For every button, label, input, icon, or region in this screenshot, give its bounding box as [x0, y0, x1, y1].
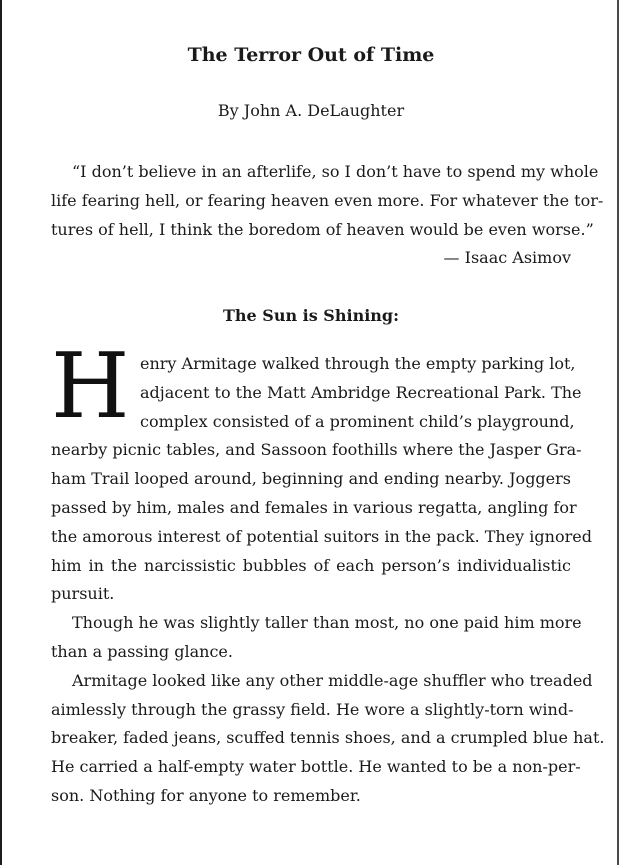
author-byline: By John A. DeLaughter: [217, 101, 405, 120]
chapter-body: [51, 334, 605, 811]
epigraph-attribution: — Isaac Asimov: [443, 248, 571, 268]
paragraph-line: aimlessly through the grassy field. He wore a slightly-torn wind-: [51, 699, 574, 719]
paragraph-line: him in the narcissistic bubbles of each person’s individualistic: [51, 555, 571, 575]
epigraph-quote: [51, 158, 604, 273]
document-page: [51, 0, 605, 865]
paragraph-line: breaker, faded jeans, scuffed tennis shoes, and a crumpled blue hat.: [51, 728, 605, 748]
paragraph-line: passed by him, males and females in various regatta, angling for: [51, 497, 577, 517]
drop-cap-letter: H: [51, 334, 130, 439]
paragraph-line: than a passing glance.: [51, 641, 233, 661]
paragraph-line: complex consisted of a prominent child’s playground,: [140, 411, 575, 431]
paragraph-line: adjacent to the Matt Ambridge Recreational Park. The: [140, 382, 582, 402]
epigraph-line: tures of hell, I think the boredom of heaven would be even worse.”: [51, 219, 594, 239]
paragraph-line: nearby picnic tables, and Sassoon foothills where the Jasper Gra-: [51, 440, 582, 460]
epigraph-line: life fearing hell, or fearing heaven even more. For whatever the tor-: [51, 190, 604, 210]
document-title: The Terror Out of Time: [187, 44, 435, 66]
paragraph-line: He carried a half-empty water bottle. He wanted to be a non-per-: [51, 757, 581, 777]
paragraph-line: Armitage looked like any other middle-age shuffler who treaded: [72, 670, 593, 690]
paragraph-line: Though he was slightly taller than most, no one paid him more: [72, 613, 582, 633]
paragraph-line: the amorous interest of potential suitors in the pack. They ignored: [51, 526, 592, 546]
paragraph-3: [51, 667, 605, 811]
paragraph-line: pursuit.: [51, 584, 115, 604]
paragraph-line: son. Nothing for anyone to remember.: [51, 785, 361, 805]
paragraph-2: [51, 609, 582, 667]
section-heading: The Sun is Shining:: [222, 306, 400, 325]
epigraph-line: “I don’t believe in an afterlife, so I don’t have to spend my whole: [72, 162, 599, 181]
page-edge-left: [0, 0, 2, 865]
paragraph-1: [51, 334, 592, 609]
paragraph-line: ham Trail looped around, beginning and ending nearby. Joggers: [51, 469, 571, 489]
paragraph-line: enry Armitage walked through the empty parking lot,: [140, 354, 576, 373]
